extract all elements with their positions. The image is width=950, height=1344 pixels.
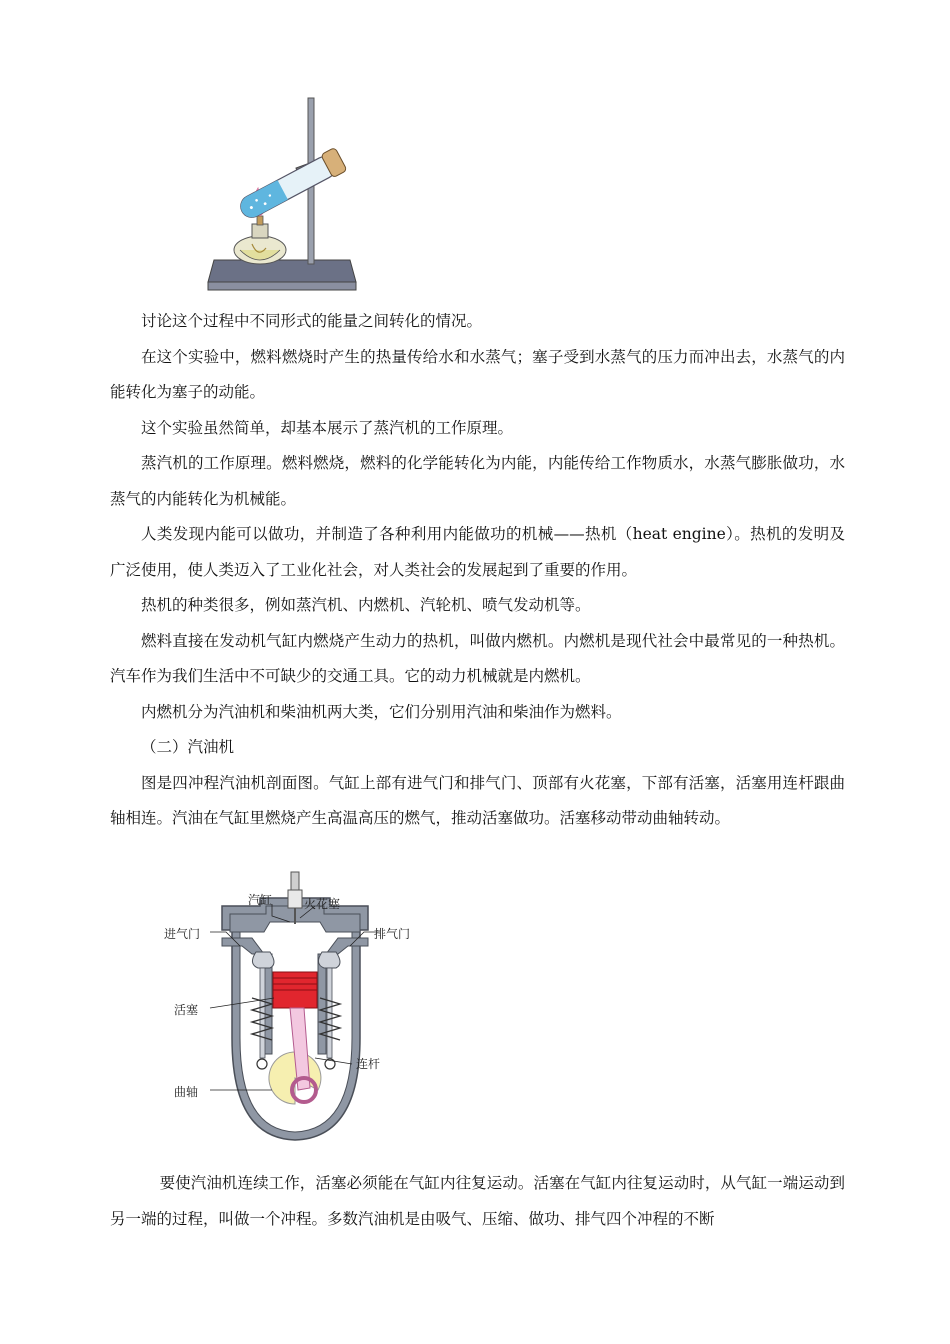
engine-cross-section-figure [160, 868, 430, 1148]
paragraph: 图是四冲程汽油机剖面图。气缸上部有进气门和排气门、顶部有火花塞，下部有活塞，活塞用连杆跟曲轴相连。汽油在气缸里燃烧产生高温高压的燃气，推动活塞做功。活塞移动带动曲轴转动。 [110, 773, 845, 827]
paragraph: 热机的种类很多，例如蒸汽机、内燃机、汽轮机、喷气发动机等。 [141, 596, 591, 614]
label-crankshaft: 曲轴 [174, 1085, 199, 1099]
text-block-top [110, 304, 845, 837]
label-cylinder: 汽缸 [248, 893, 273, 907]
label-exhaust-valve: 排气门 [374, 927, 411, 941]
paragraph: 内燃机分为汽油机和柴油机两大类，它们分别用汽油和柴油作为燃料。 [141, 702, 622, 721]
paragraph: 在这个实验中，燃料燃烧时产生的热量传给水和水蒸气；塞子受到水蒸气的压力而冲出去，水蒸气的内能转化为塞子的动能。 [110, 347, 845, 401]
label-intake-valve: 进气门 [164, 927, 201, 941]
label-spark-plug: 火花塞 [304, 897, 341, 911]
cylinder-wall-right [318, 954, 326, 1054]
text-block-bottom [110, 1166, 845, 1237]
paragraph: 要使汽油机连续工作，活塞必须能在气缸内往复运动。活塞在气缸内往复运动时，从气缸一端运动到另一端的过程，叫做一个冲程。多数汽油机是由吸气、压缩、做功、排气四个冲程的不断 [110, 1174, 845, 1228]
paragraph: 这个实验虽然简单，却基本展示了蒸汽机的工作原理。 [141, 418, 514, 437]
label-piston: 活塞 [174, 1003, 199, 1017]
paragraph: 燃料直接在发动机气缸内燃烧产生动力的热机，叫做内燃机。内燃机是现代社会中最常见的一种热机。汽车作为我们生活中不可缺少的交通工具。它的动力机械就是内燃机。 [110, 631, 845, 685]
steam-experiment-figure [200, 92, 370, 302]
stand-base [208, 260, 356, 282]
paragraph: 人类发现内能可以做功，并制造了各种利用内能做功的机械——热机（heat engine）。热机的发明及广泛使用，使人类迈入了工业化社会，对人类社会的发展起到了重要的作用。 [110, 525, 845, 579]
test-tube [236, 147, 347, 223]
paragraph: 讨论这个过程中不同形式的能量之间转化的情况。 [141, 312, 483, 330]
paragraph: 蒸汽机的工作原理。燃料燃烧，燃料的化学能转化为内能，内能传给工作物质水，水蒸气膨胀做功，水蒸气的内能转化为机械能。 [110, 454, 845, 508]
spark-plug [291, 872, 299, 892]
label-connecting-rod: 连杆 [356, 1057, 381, 1071]
section-heading: （二）汽油机 [141, 738, 235, 756]
